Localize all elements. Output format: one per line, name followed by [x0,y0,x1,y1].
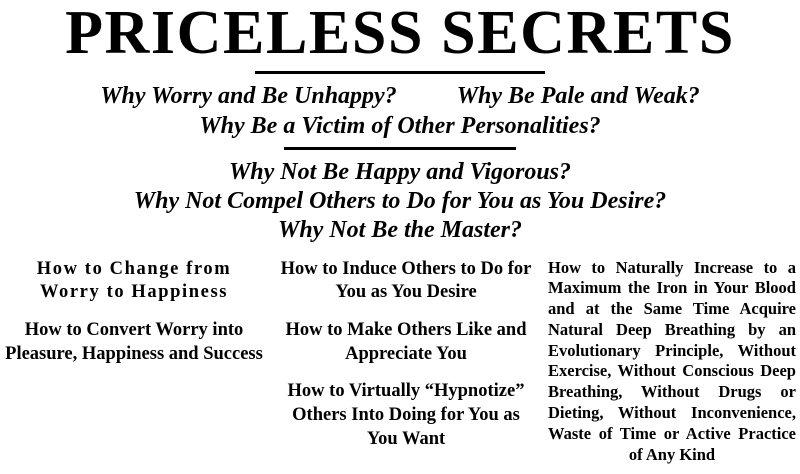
question-compel-others: Why Not Compel Others to Do for You as You Desire? [133,188,667,215]
question-be-master: Why Not Be the Master? [277,217,522,244]
page-title: PRICELESS SECRETS [65,0,735,67]
list-item: How to Naturally Increase to a Maximum the Iron in Your Blood and at the Same Time Acquire Natural Deep Breathing by an Evolutionary Principle, Without Exercise, Without Conscious Deep Breathing, Without Drugs or Dieting, Without Inconvenience, Waste of Time or Active Practice of Any Kind [548,257,796,464]
divider-rule-middle [284,147,516,150]
question-victim-personalities: Why Be a Victim of Other Personalities? [199,112,601,139]
benefits-column-3 [540,258,796,466]
list-item: How to Virtually “Hypnotize” Others Into Doing for You as You Want [287,381,525,449]
questions-group-two [4,158,796,246]
question-happy-vigorous: Why Not Be Happy and Vigorous? [228,158,572,185]
benefits-column-1 [4,258,272,466]
questions-group-one [4,82,796,141]
question-row-split [4,82,796,111]
divider-rule-top [255,71,545,74]
list-item: How to Change from Worry to Happiness [36,258,232,303]
question-pale-weak: Why Be Pale and Weak? [456,83,700,110]
list-item: How to Induce Others to Do for You as You Desire [280,258,532,303]
question-worry-unhappy: Why Worry and Be Unhappy? [100,83,397,110]
benefits-column-2 [272,258,540,466]
list-item: How to Convert Worry into Pleasure, Happiness and Success [5,319,263,364]
list-item: How to Make Others Like and Appreciate You [285,319,527,364]
benefits-columns [4,258,796,466]
advertisement-page [0,2,800,474]
